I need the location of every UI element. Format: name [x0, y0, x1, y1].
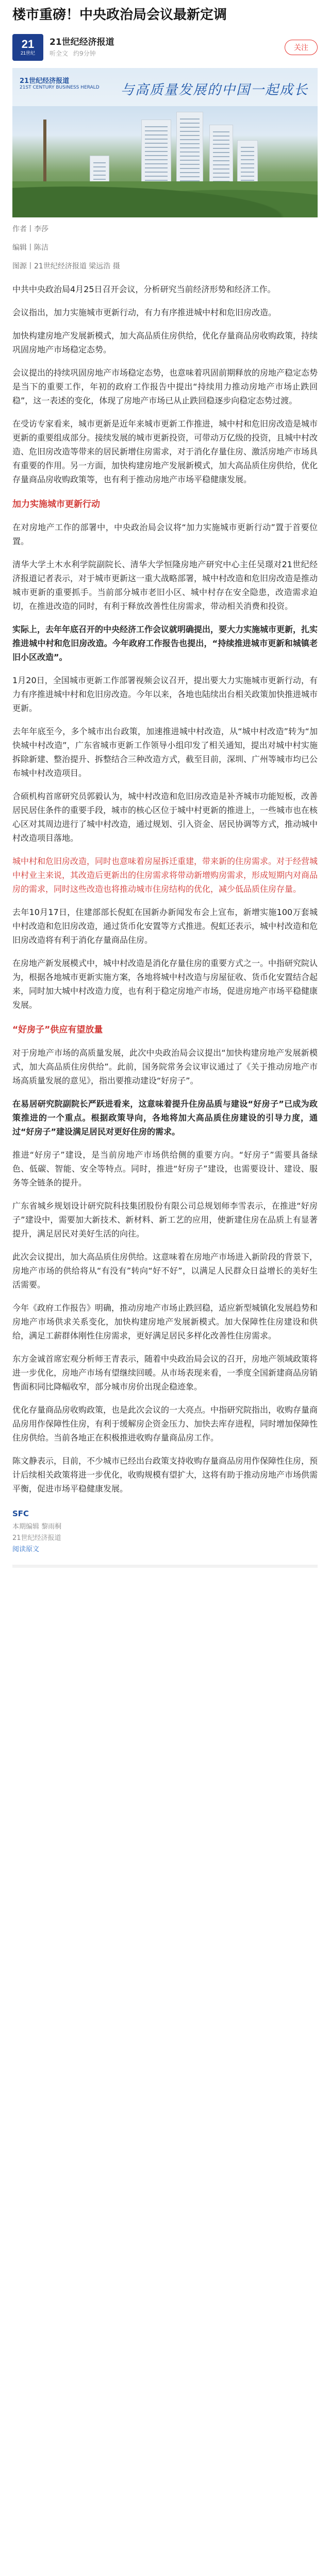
article-paragraph: 推进“好房子”建设，是当前房地产市场供给侧的重要方向。“好房子”需要具备绿色、低碳、智能、安全等特点。同时，推进“好房子”建设，也需要设计、建设、服务等全链条的提升。 [12, 1150, 318, 1188]
byline-caption: 编辑丨陈洁 [12, 244, 48, 252]
article-paragraph: 去年10月17日，住建部部长倪虹在国新办新闻发布会上宣布，新增实施100万套城中村改造和危旧房改造，通过货币化安置等方式推进。倪虹还表示，城中村改造和危旧房改造将有利于消化存量商品住房。 [12, 907, 318, 945]
article-paragraph: 会议指出，加力实施城市更新行动，有力有序推进城中村和危旧房改造。 [12, 308, 277, 317]
hero-slogan: 与高质量发展的中国一起成长 [121, 82, 309, 98]
publisher-logo-number: 21 [21, 38, 35, 50]
byline-caption: 图源丨21世纪经济报道 梁远浩 摄 [12, 262, 120, 270]
byline-caption: 作者丨李莎 [12, 225, 48, 233]
article-paragraph: 1月20日，全国城市更新工作部署视频会议召开，提出要大力实施城市更新行动，有力有序推进城中村和危旧房改造。今年以来，各地也陆续出台相关政策加快推进城市更新。 [12, 675, 318, 713]
article-paragraph: 去年年底至今，多个城市出台政策，加速推进城中村改造，从“城中村改造”转为“加快城中村改造”，广东省城市更新工作领导小组印发了相关通知，提出对城中村实施拆除新建、整治提升、拆整结合三种改造方式，截至目前，深圳、广州等城市均已公布城中村改造项目。 [12, 726, 318, 778]
article-paragraph: 在易居研究院副院长严跃进看来，这意味着提升住房品质与建设“好房子”已成为政策推进的一个重点。根据政策导向，各地将加大高品质住房建设的引导力度，通过“好房子”建设满足居民对更好住房的需求。 [12, 1099, 318, 1137]
author-row [12, 32, 318, 63]
article-paragraph: 东方金诚首席宏观分析师王青表示，随着中央政治局会议的召开，房地产领域政策将进一步优化，房地产市场有望继续回暖。从市场表现来看，一季度全国新建商品房销售面积同比降幅收窄，部分城市房价出现企稳迹象。 [12, 1354, 318, 1392]
listen-duration: 约9分钟 [73, 50, 96, 57]
follow-button[interactable]: 关注 [285, 40, 318, 55]
article-paragraph: 在对房地产工作的部署中，中央政治局会议将“加力实施城市更新行动”置于首要位置。 [12, 522, 318, 546]
footer-divider [12, 1565, 318, 1568]
hero-brand-name: 21世纪经济报道 [20, 77, 70, 85]
hero-brand-sub: 21ST CENTURY BUSINESS HERALD [20, 85, 100, 90]
article-paragraph: 会议提出的持续巩固房地产市场稳定态势，也意味着巩固前期释放的房地产稳定态势是当下的重要工作，年初的政府工作报告中提出“持续用力推动房地产市场止跌回稳”，这一表述的变化，体现了房地产市场已从止跌回稳逐步向稳定态势过渡。 [12, 368, 318, 405]
article-paragraph: 优化存量商品房收购政策，也是此次会议的一大亮点。中指研究院指出，收购存量商品房用作保障性住房，有利于缓解房企资金压力、加快去库存进程，同时增加保障性住房供给。当前各地正在积极推进收购存量商品房工作。 [12, 1405, 318, 1443]
article-paragraph: 中共中央政治局4月25日召开会议，分析研究当前经济形势和经济工作。 [12, 284, 276, 294]
article-paragraph: 合硕机构首席研究员郭毅认为，城中村改造和危旧房改造是补齐城市功能短板，改善居民居住条件的重要手段，城市的核心区位于城中村更新的推进上，一些城市也在核心区对其周边进行了城中村改造，通过规划、引入资金、居民协调等方式，推动城中村改造项目落地。 [12, 791, 318, 843]
author-name[interactable]: 21世纪经济报道 [50, 37, 114, 47]
article-paragraph: 清华大学土木水利学院副院长、清华大学恒隆房地产研究中心主任吴璟对21世纪经济报道记者表示，对于城市更新这一重大战略部署，城中村改造和危旧房改造是推动城市更新的重要抓手。当前部分城市老旧小区、城中村存在安全隐患，改造需求迫切，在推进改造的同时，有利于释放改善性住房需求，带动相关消费和投资。 [12, 560, 318, 611]
article-body [12, 223, 318, 1496]
palm-tree-shape [43, 120, 46, 192]
article-paragraph: 城中村和危旧房改造，同时也意味着房屋拆迁重建，带来新的住房需求。对于经营城中村业主来说，其改造后更新出的住房需求将带动新增购房需求，形成短期内对商品房的需求，同时这些改造也将推动城市住房结构的优化，减少低品质住房存量。 [12, 856, 318, 894]
article-paragraph: 实际上，去年年底召开的中央经济工作会议就明确提出，要大力实施城市更新，扎实推进城中村和危旧房改造。今年政府工作报告也提出，“持续推进城市更新和城镇老旧小区改造”。 [12, 624, 318, 662]
listen-button[interactable]: 听全文 [50, 50, 69, 57]
footer-logo: SFC [12, 1509, 29, 1518]
footer-meta [12, 1521, 318, 1555]
article-paragraph: 广东省城乡规划设计研究院科技集团股份有限公司总规划师李雪表示，在推进“好房子”建设中，需要加大新技术、新材料、新工艺的应用，使新建住房在品质上有显著提升，满足居民对美好生活的向往。 [12, 1201, 318, 1239]
article-paragraph: 加快构建房地产发展新模式，加大高品质住房供给，优化存量商品房收购政策，持续巩固房地产市场稳定态势。 [12, 331, 318, 354]
footer-source: 21世纪经济报道 [12, 1534, 61, 1542]
section-title: “好房子”供应有望放量 [12, 1025, 103, 1035]
article-paragraph: 今年《政府工作报告》明确，推动房地产市场止跌回稳，适应新型城镇化发展趋势和房地产市场供求关系变化，加快构建房地产发展新模式。加大保障性住房建设和供给，满足工薪群体刚性住房需求，更好满足居民多样化改善性住房需求。 [12, 1303, 318, 1341]
article-paragraph: 对于房地产市场的高质量发展，此次中央政治局会议提出“加快构建房地产发展新模式，加大高品质住房供给”。此前，国务院常务会议审议通过了《关于推动房地产市场高质量发展的意见》，指出要推动建设“好房子”。 [12, 1048, 318, 1086]
author-meta [50, 36, 285, 59]
hero-image [12, 68, 318, 217]
article-paragraph: 此次会议提出，加大高品质住房供给。这意味着在房地产市场进入新阶段的背景下，房地产市场的供给将从“有没有”转向“好不好”，以满足人民群众日益增长的美好生活需要。 [12, 1252, 318, 1290]
article-paragraph: 在受访专家看来，城市更新是近年来城市更新工作推进，城中村和危旧房改造是城市更新的重要组成部分。接续发展的城市更新投资，可带动万亿级的投资，且城中村改造、危旧房改造等带来的居民新增住房需求，对于消化存量住房、激活房地产市场具有重要的作用。另一方面，加快构建房地产发展新模式，加大高品质住房供给，优化存量商品房收购政策等，也有利于推动房地产市场平稳健康发展。 [12, 419, 318, 484]
read-original-link[interactable]: 阅读原文 [12, 1546, 40, 1553]
tree-line-shape [12, 181, 318, 217]
publisher-logo[interactable] [12, 34, 43, 61]
author-sub [50, 48, 285, 59]
publisher-logo-text: 21世纪 [20, 50, 35, 56]
footer-editor: 本期编辑 黎雨桐 [12, 1523, 62, 1531]
hero-brand [20, 75, 100, 90]
section-title: 加力实施城市更新行动 [12, 499, 100, 510]
article-paragraph: 陈文静表示，目前，不少城市已经出台政策支持收购存量商品房用作保障性住房，预计后续相关政策将进一步优化，收购规模有望扩大，这将有助于推动房地产市场供需平衡，促进市场平稳健康发展。 [12, 1456, 318, 1494]
article-title: 楼市重磅！中央政治局会议最新定调 [12, 7, 227, 23]
article-paragraph: 在房地产新发展模式中，城中村改造是消化存量住房的重要方式之一。中指研究院认为，根据各地城市更新实施方案，各地将城中村改造与房屋征收、货币化安置结合起来，同时加大城中村改造力度，也有利于稳定房地产市场，促进房地产市场平稳健康发展。 [12, 958, 318, 1010]
